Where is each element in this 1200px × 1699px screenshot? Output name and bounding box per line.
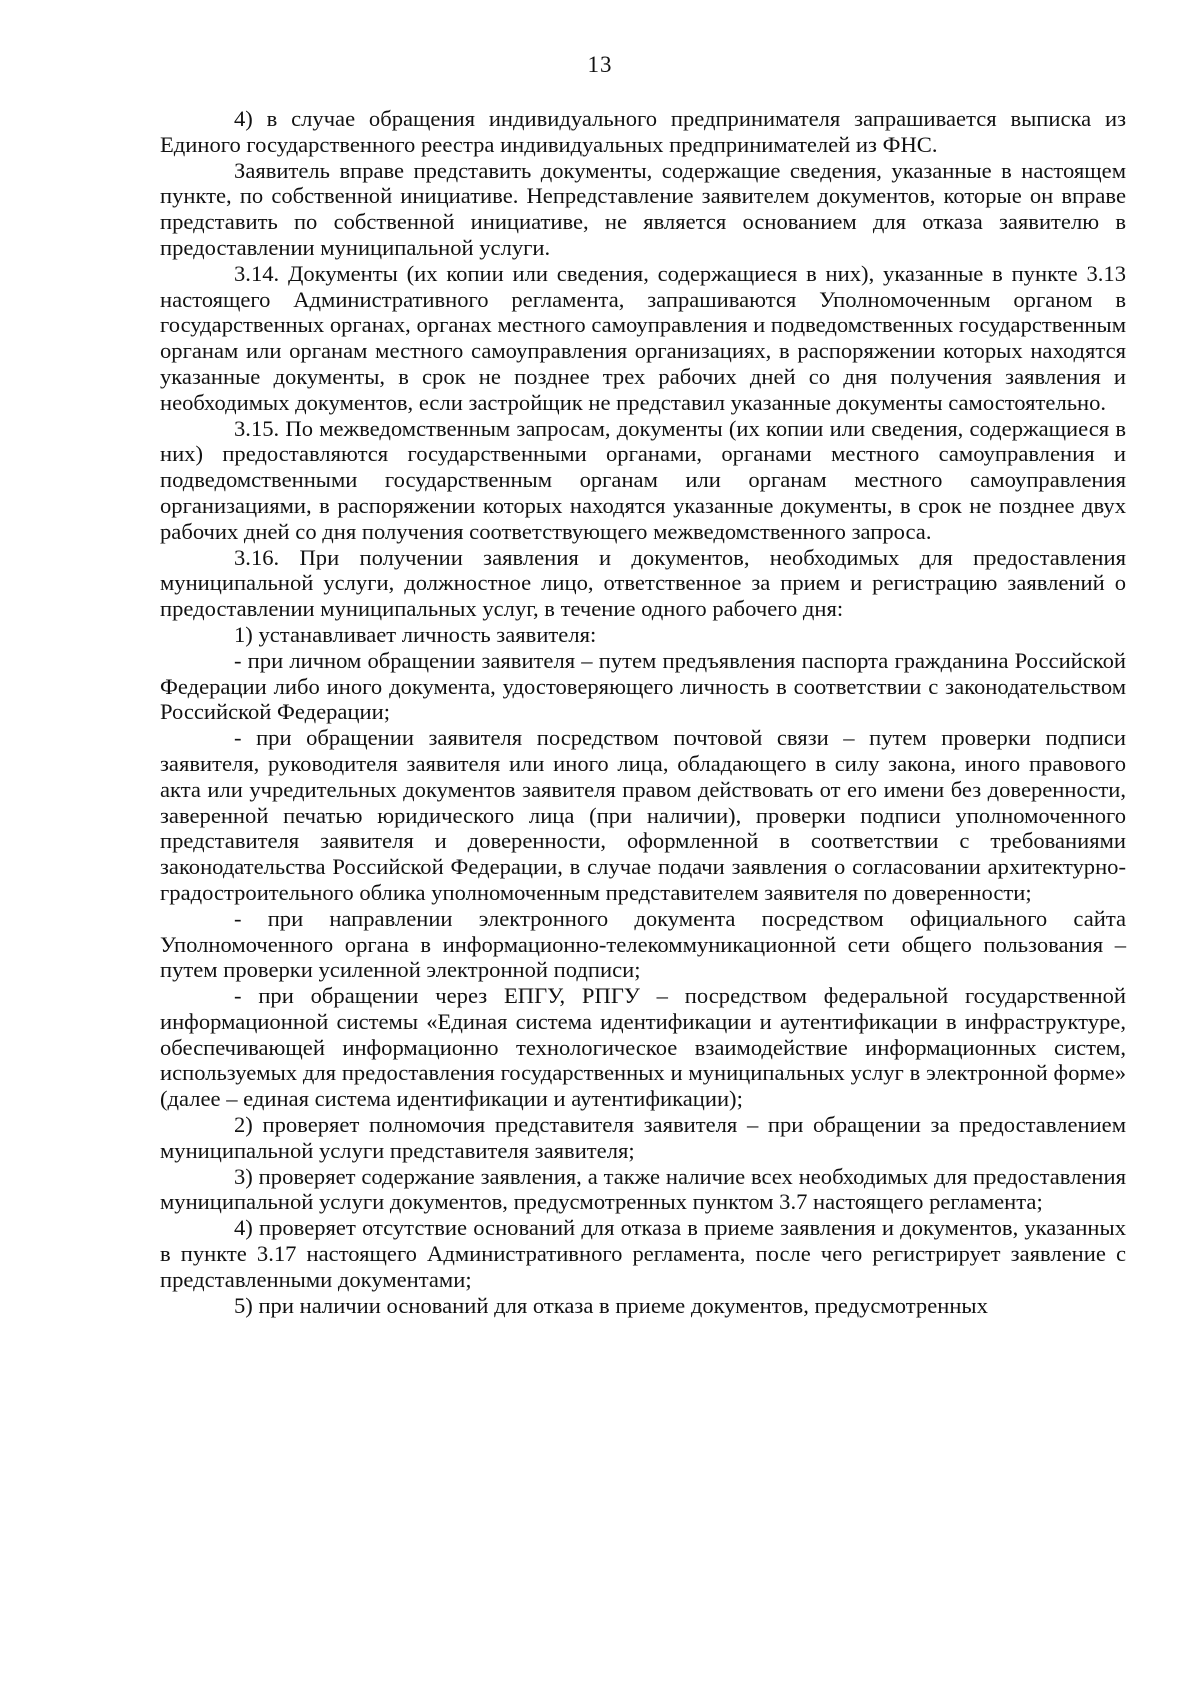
paragraph: 4) в случае обращения индивидуального предпринимателя запрашивается выписка из Единого государственного реестра индивидуальных предпринимателей из ФНС. [160, 106, 1126, 157]
paragraph: 1) устанавливает личность заявителя: [234, 621, 597, 647]
paragraph: Заявитель вправе представить документы, содержащие сведения, указанные в настоящем пункте, по собственной инициативе. Непредставление заявителем документов, которые он вправе представить по собственной инициативе, не является основанием для отказа заявителю в предоставлении муниципальной услуги. [160, 157, 1126, 260]
paragraph: 3.15. По межведомственным запросам, документы (их копии или сведения, содержащиеся в них) предоставляются государственными органами, органами местного самоуправления и подведомственными государственным органам или органам местного самоуправления организациями, в распоряжении которых находятся указанные документы, в срок не позднее двух рабочих дней со дня получения соответствующего межведомственного запроса. [160, 415, 1126, 544]
document-body [160, 106, 1126, 1318]
paragraph: 3.16. При получении заявления и документов, необходимых для предоставления муниципальной услуги, должностное лицо, ответственное за прием и регистрацию заявлений о предоставлении муниципальных услуг, в течение одного рабочего дня: [160, 544, 1126, 622]
paragraph: - при направлении электронного документа посредством официального сайта Уполномоченного органа в информационно-телекоммуникационной сети общего пользования – путем проверки усиленной электронной подписи; [160, 905, 1126, 983]
paragraph: - при обращении заявителя посредством почтовой связи – путем проверки подписи заявителя, руководителя заявителя или иного лица, обладающего в силу закона, иного правового акта или учредительных документов заявителя правом действовать от его имени без доверенности, заверенной печатью юридического лица (при наличии), проверки подписи уполномоченного представителя заявителя и доверенности, оформленной в соответствии с требованиями законодательства Российской Федерации, в случае подачи заявления о согласовании архитектурно-градостроительного облика уполномоченным представителем заявителя по доверенности; [160, 725, 1126, 905]
paragraph: 3.14. Документы (их копии или сведения, содержащиеся в них), указанные в пункте 3.13 настоящего Административного регламента, запрашиваются Уполномоченным органом в государственных органах, органах местного самоуправления и подведомственных государственным органам или органам местного самоуправления организациях, в распоряжении которых находятся указанные документы, в срок не позднее трех рабочих дней со дня получения заявления и необходимых документов, если застройщик не представил указанные документы самостоятельно. [160, 260, 1126, 415]
page-number: 13 [587, 52, 613, 77]
paragraph: 2) проверяет полномочия представителя заявителя – при обращении за предоставлением муниципальной услуги представителя заявителя; [160, 1112, 1126, 1163]
paragraph: 3) проверяет содержание заявления, а также наличие всех необходимых для предоставления муниципальной услуги документов, предусмотренных пунктом 3.7 настоящего регламента; [160, 1163, 1126, 1215]
paragraph: 5) при наличии оснований для отказа в приеме документов, предусмотренных [234, 1292, 988, 1318]
paragraph: 4) проверяет отсутствие оснований для отказа в приеме заявления и документов, указанных в пункте 3.17 настоящего Административного регламента, после чего регистрирует заявление с представленными документами; [160, 1215, 1126, 1292]
paragraph: - при личном обращении заявителя – путем предъявления паспорта гражданина Российской Федерации либо иного документа, удостоверяющего личность в соответствии с законодательством Российской Федерации; [160, 647, 1126, 725]
paragraph: - при обращении через ЕПГУ, РПГУ – посредством федеральной государственной информационной системы «Единая система идентификации и аутентификации в инфраструктуре, обеспечивающей информационно технологическое взаимодействие информационных систем, используемых для предоставления государственных и муниципальных услуг в электронной форме» (далее – единая система идентификации и аутентификации); [160, 983, 1126, 1112]
